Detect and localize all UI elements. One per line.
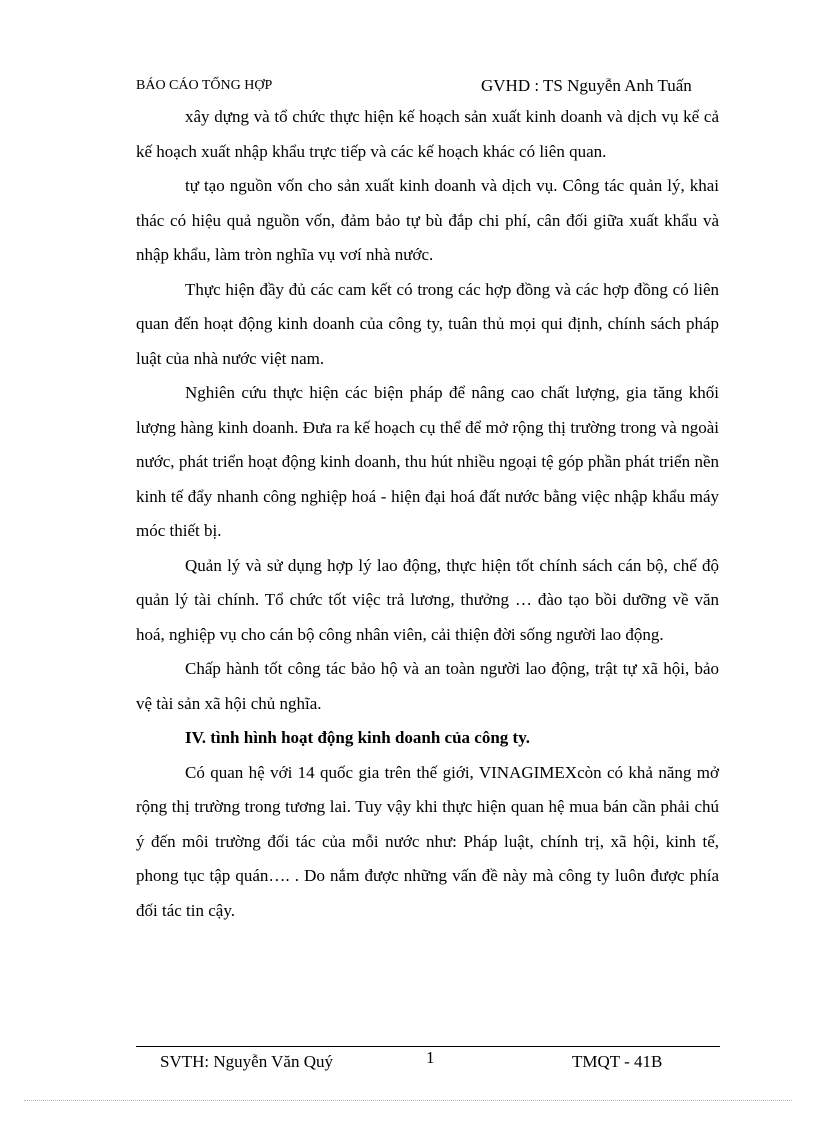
- paragraph-5: Quản lý và sử dụng hợp lý lao động, thực hiện tốt chính sách cán bộ, chế độ quản lý tài chính. Tổ chức tốt việc trả lương, thưởng … đào tạo bồi dưỡng về văn hoá, nghiệp vụ cho cán bộ công nhân viên, cải thiện đời sống người lao động.: [136, 555, 719, 644]
- paragraph-3: Thực hiện đầy đủ các cam kết có trong các hợp đồng và các hợp đồng có liên quan đến hoạt động kinh doanh của công ty, tuân thủ mọi qui định, chính sách pháp luật của nhà nước việt nam.: [136, 279, 719, 368]
- paragraph-1: xây dựng và tổ chức thực hiện kế hoạch sản xuất kinh doanh và dịch vụ kể cả kế hoạch xuất nhập khẩu trực tiếp và các kế hoạch khác có liên quan.: [136, 107, 719, 161]
- paragraph-2: tự tạo nguồn vốn cho sản xuất kinh doanh và dịch vụ. Công tác quản lý, khai thác có hiệu quả nguồn vốn, đảm bảo tự bù đắp chi phí, cân đối giữa xuất khẩu và nhập khẩu, làm tròn nghĩa vụ vơí nhà nước.: [136, 176, 719, 264]
- document-body: [136, 100, 719, 928]
- page-footer: [136, 1048, 720, 1076]
- class-code: TMQT - 41B: [572, 1052, 663, 1071]
- paragraph-6: Chấp hành tốt công tác bảo hộ và an toàn người lao động, trật tự xã hội, bảo vệ tài sản xã hội chủ nghĩa.: [136, 659, 719, 713]
- supervisor-name: GVHD : TS Nguyễn Anh Tuấn: [481, 76, 692, 95]
- page-number: 1: [426, 1048, 435, 1067]
- section-heading: IV. tình hình hoạt động kinh doanh của công ty.: [185, 728, 531, 747]
- student-name: SVTH: Nguyễn Văn Quý: [160, 1052, 333, 1071]
- report-title: BÁO CÁO TỔNG HỢP: [136, 78, 273, 93]
- section-paragraph: Có quan hệ với 14 quốc gia trên thế giới, VINAGIMEXcòn có khả năng mở rộng thị trường trong tương lai. Tuy vậy khi thực hiện quan hệ mua bán cần phải chú ý đến môi trường đối tác của mỗi nước như: Pháp luật, chính trị, xã hội, kinh tế, phong tục tập quán…. . Do nắm được những vấn đề này mà công ty luôn được phía đối tác tin cậy.: [136, 762, 719, 920]
- footer-divider: [136, 1046, 720, 1047]
- page-header: [136, 76, 726, 98]
- page-break-line: [24, 1100, 792, 1101]
- paragraph-4: Nghiên cứu thực hiện các biện pháp để nâng cao chất lượng, gia tăng khối lượng hàng kinh doanh. Đưa ra kế hoạch cụ thể để mở rộng thị trường trong và ngoài nước, phát triển hoạt động kinh doanh, thu hút nhiều ngoại tệ góp phần phát triển nền kinh tế đẩy nhanh công nghiệp hoá - hiện đại hoá đất nước bằng việc nhập khẩu máy móc thiết bị.: [136, 383, 719, 540]
